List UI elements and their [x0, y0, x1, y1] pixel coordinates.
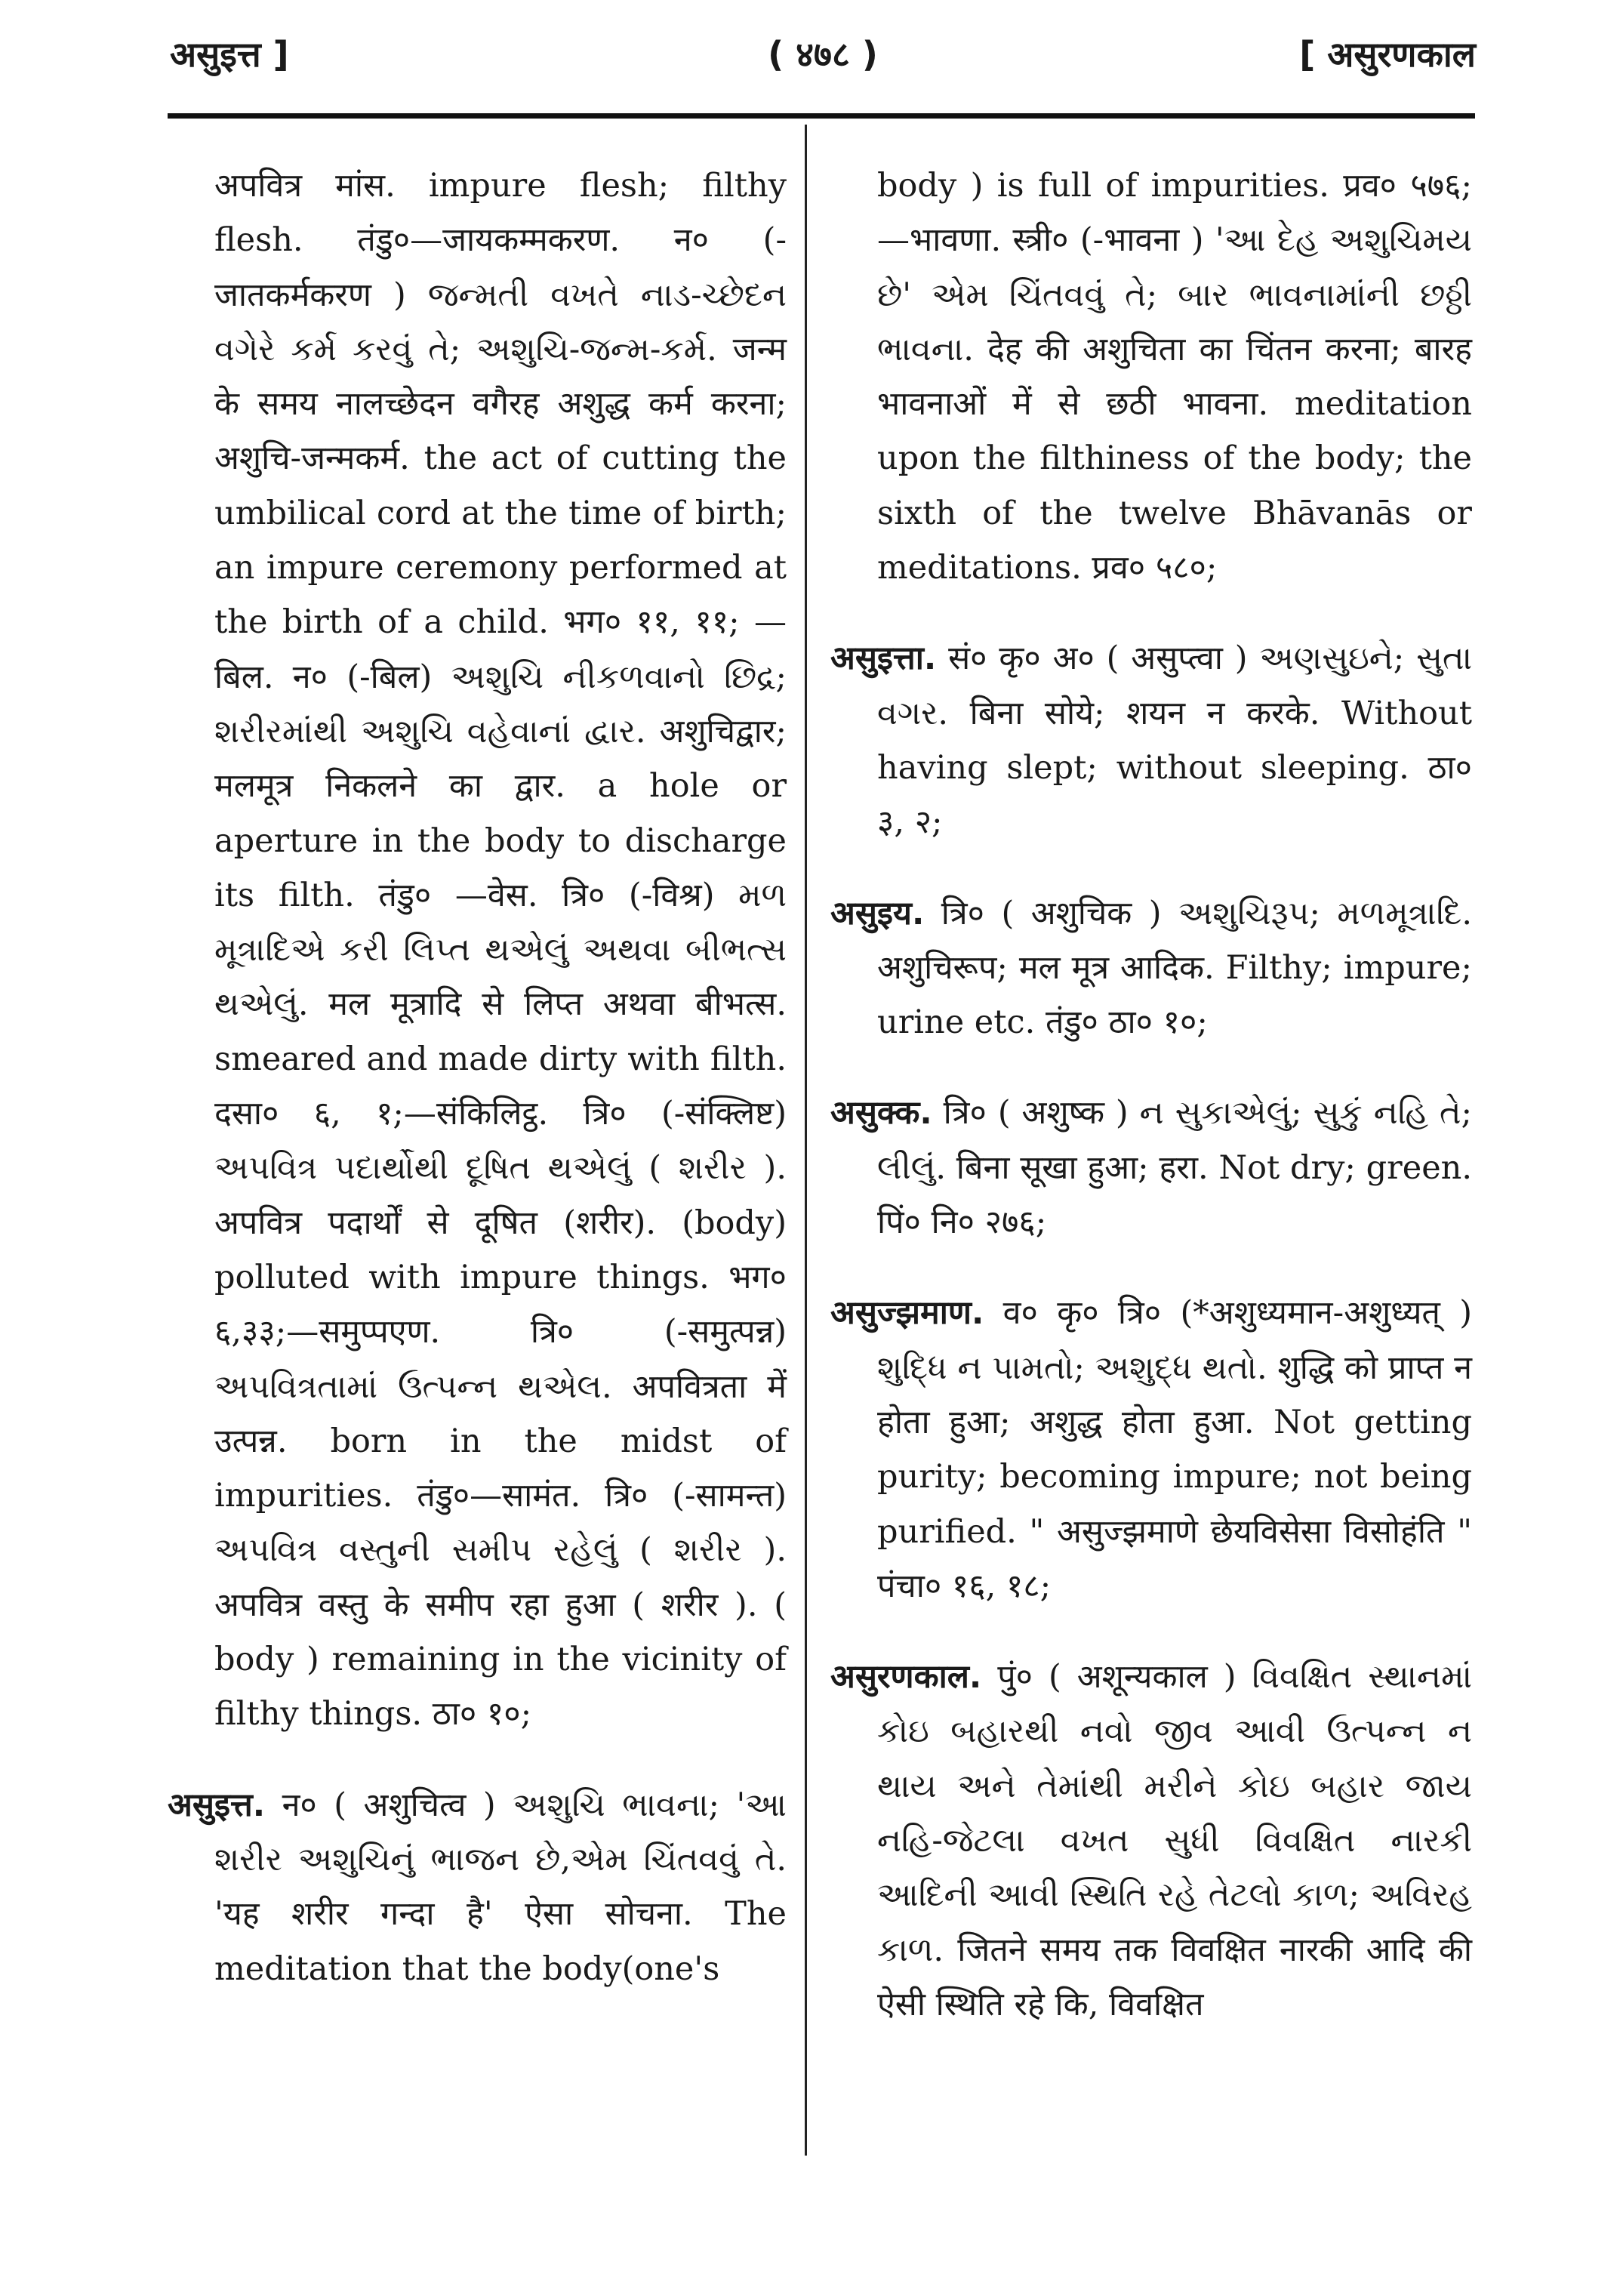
entry-headword: असुइत्ता. — [830, 639, 937, 678]
entry-headword: असुइत्त. — [168, 1786, 266, 1824]
entry-headword: असुरणकाल. — [830, 1658, 982, 1697]
page-header — [170, 30, 1476, 83]
entry-body: व० कृ० त्रि० (*अशुध्यमान-अशुध्यत् ) શુદ્ધિ ન પામતો; અશુદ્ધ થતો. शुद्धि को प्राप्त न होता हुआ; अशुद्ध होता हुआ. Not getting purity; becoming impure; not being purified. " असुज्झमाणे छेयविसेसा विसोहंति " पंचा० १६, १८; — [877, 1294, 1472, 1605]
dictionary-entry — [830, 1086, 1472, 1250]
entry-body: सं० कृ० अ० ( असुप्त्वा ) અણસુઇને; સુતા વગર. बिना सोये; शयन न करके. Without having slept; without sleeping. ठा० ३, २; — [877, 639, 1472, 842]
column-divider — [805, 125, 807, 2156]
right-column — [830, 159, 1472, 2032]
entry-body: त्रि० ( अशुष्क ) ન સુકાએલું; સુકું નહિ તે; લીલું. बिना सूखा हुआ; हरा. Not dry; green. पिं० नि० २७६; — [877, 1094, 1472, 1242]
dictionary-entry — [830, 886, 1472, 1050]
dictionary-entry — [168, 1778, 787, 1996]
continued-entry-text: अपवित्र मांस. impure flesh; filthy flesh. तंडु०—जायकम्मकरण. न० (-जातकर्मकरण ) જન્મતી વખતે નાડ-ચ્છેદન વગેરે કર્મ કરવું તે; અશુચિ-જન્મ-કર્મ. जन्म के समय नालच्छेदन वगैरह अशुद्ध कर्म करना; अशुचि-जन्मकर्म. the act of cutting the umbilical cord at the time of birth; an impure ceremony performed at the birth of a child. भग० ११, ११; —बिल. न० (-बिल) અશુચિ નીકળવાનો છિદ્ર; શરીરમાંથી અશુચિ વહેવાનાં દ્વાર. अशुचिद्वार; मलमूत्र निकलने का द्वार. a hole or aperture in the body to discharge its filth. तंडु० —वेस. त्रि० (-विश्र) મળ મૂત્રાદિએ કરી લિપ્ત થએલું અથવા બીભત્સ થએલું. मल मूत्रादि से लिप्त अथवा बीभत्स. smeared and made dirty with filth. दसा० ६, १;—संकिलिट्ठ. त्रि० (-संक्लिष्ट) અપવિત્ર પદાર્થોથી દૂષિત થએલું ( શરીર ). अपवित्र पदार्थों से दूषित (शरीर). (body) polluted with impure things. भग० ६,३३;—समुप्पएण. त्रि० (-समुत्पन्न) અપવિત્રતામાં ઉત્પન્ન થએલ. अपवित्रता में उत्पन्न. born in the midst of impurities. तंडु०—सामंत. त्रि० (-सामन्त) અપવિત્ર વસ્તુની સમીપ રહેલું ( શરીર ). अपवित्र वस्तु के समीप रहा हुआ ( शरीर ). ( body ) remaining in the vicinity of filthy things. ठा० १०; — [214, 167, 787, 1734]
header-left-guideword: असुइत्त ] — [170, 34, 289, 75]
left-column — [168, 159, 787, 1996]
entry-body: त्रि० ( अशुचिक ) અશુચિરૂપ; મળમૂત્રાદિ. अशुचिरूप; मल मूत्र आदिक. Filthy; impure; urine etc. तंडु० ठा० १०; — [877, 894, 1472, 1042]
dictionary-entry — [830, 1286, 1472, 1613]
continued-entry-text: body ) is full of impurities. प्रव० ५७६;—भावणा. स्त्री० (-भावना ) 'આ દેહ અશુચિમય છે' એમ ચિંતવવું તે; બાર ભાવનામાંની છઠ્ઠી ભાવના. देह की अशुचिता का चिंतन करना; बारह भावनाओं में से छठी भावना. meditation upon the filthiness of the body; the sixth of the twelve Bhāvanās or meditations. प्रव० ५८०; — [877, 167, 1472, 587]
entry-headword: असुइय. — [830, 894, 925, 932]
header-rule — [168, 113, 1475, 119]
entry-headword: असुक्क. — [830, 1094, 932, 1133]
entry-body: पुं० ( अशून्यकाल ) વિવક્ષિત સ્થાનમાં કોઇ બહારથી નવો જીવ આવી ઉત્પન્ન ન થાય અને તેમાંથી મરીને કોઇ બહાર જાય નહિ-જેટલા વખત સુધી વિવક્ષિત નારકી આદિની આવી સ્થિતિ રહે તેટલો કાળ; અવિરહ કાળ. जितने समय तक विवक्षित नारकी आदि की ऐसी स्थिति रहे कि, विवक्षित — [877, 1658, 1472, 2023]
dictionary-entry — [830, 631, 1472, 849]
page-number: ( ४७८ ) — [768, 34, 878, 75]
header-right-guideword: [ असुरणकाल — [1299, 34, 1476, 75]
entry-headword: असुज्झमाण. — [830, 1294, 984, 1333]
entry-body: न० ( अशुचित्व ) અશુચિ ભાવના; 'આ શરીર અશુચિનું ભાજન છે,એમ ચિંતવવું તે. 'यह शरीर गन्दा है' ऐसा सोचना. The meditation that the body(one's — [214, 1786, 787, 1988]
dictionary-entry — [830, 1650, 1472, 2032]
